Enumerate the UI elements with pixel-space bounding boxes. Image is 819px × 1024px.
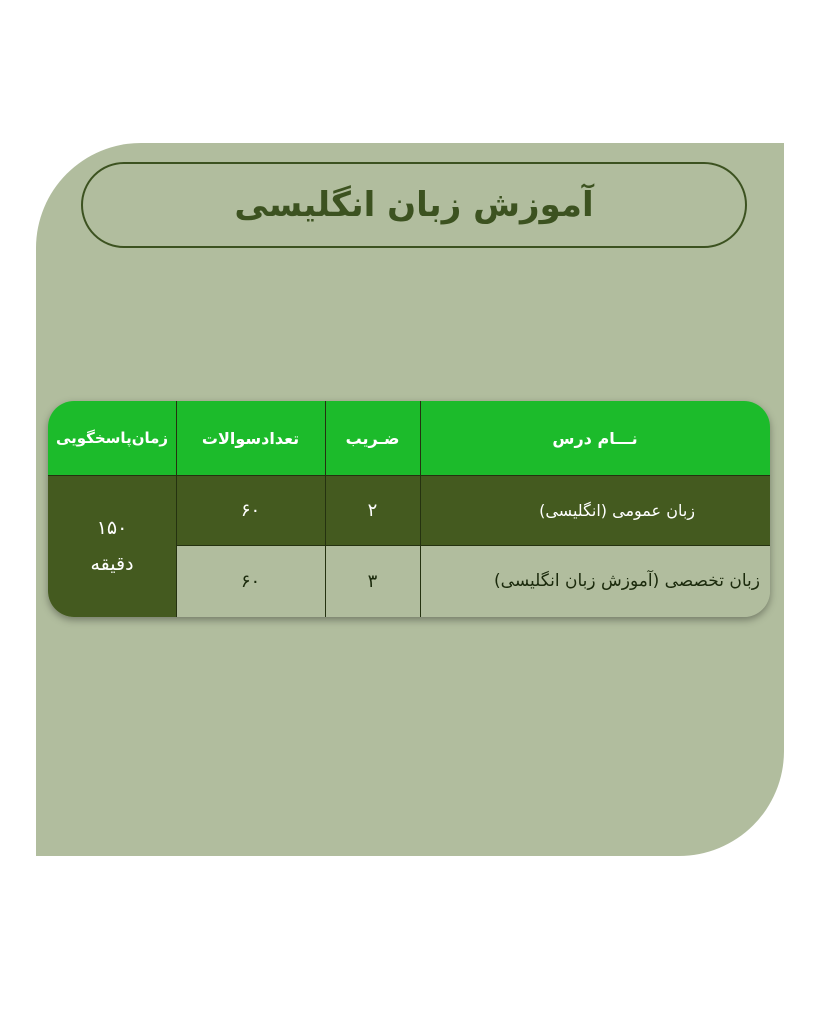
header-question-count: تعدادسوالات bbox=[201, 428, 300, 448]
time-value: ۱۵۰ bbox=[96, 517, 128, 539]
column-divider bbox=[420, 401, 421, 617]
content-card bbox=[36, 143, 784, 856]
row1-count: ۶۰ bbox=[240, 499, 261, 521]
time-unit: دقیقه bbox=[90, 553, 134, 575]
exam-table bbox=[48, 401, 770, 617]
row1-course: زبان عمومی (انگلیسی) bbox=[539, 500, 695, 520]
row2-course: زبان تخصصی (آموزش زبان انگلیسی) bbox=[494, 571, 760, 591]
column-divider bbox=[176, 401, 177, 617]
time-cell bbox=[48, 475, 176, 617]
header-response-time: زمان‌پاسخگویی bbox=[55, 429, 169, 447]
header-course: نـــام درس bbox=[552, 428, 638, 448]
row-divider bbox=[48, 475, 770, 476]
row2-coefficient: ۳ bbox=[367, 570, 378, 592]
row2-count: ۶۰ bbox=[240, 570, 261, 592]
title-banner bbox=[81, 162, 747, 248]
page-title: آموزش زبان انگلیسی bbox=[234, 185, 594, 225]
row1-coefficient: ۲ bbox=[367, 499, 378, 521]
header-coefficient: ضـریب bbox=[345, 428, 400, 448]
column-divider bbox=[325, 401, 326, 617]
row-divider bbox=[176, 545, 770, 546]
